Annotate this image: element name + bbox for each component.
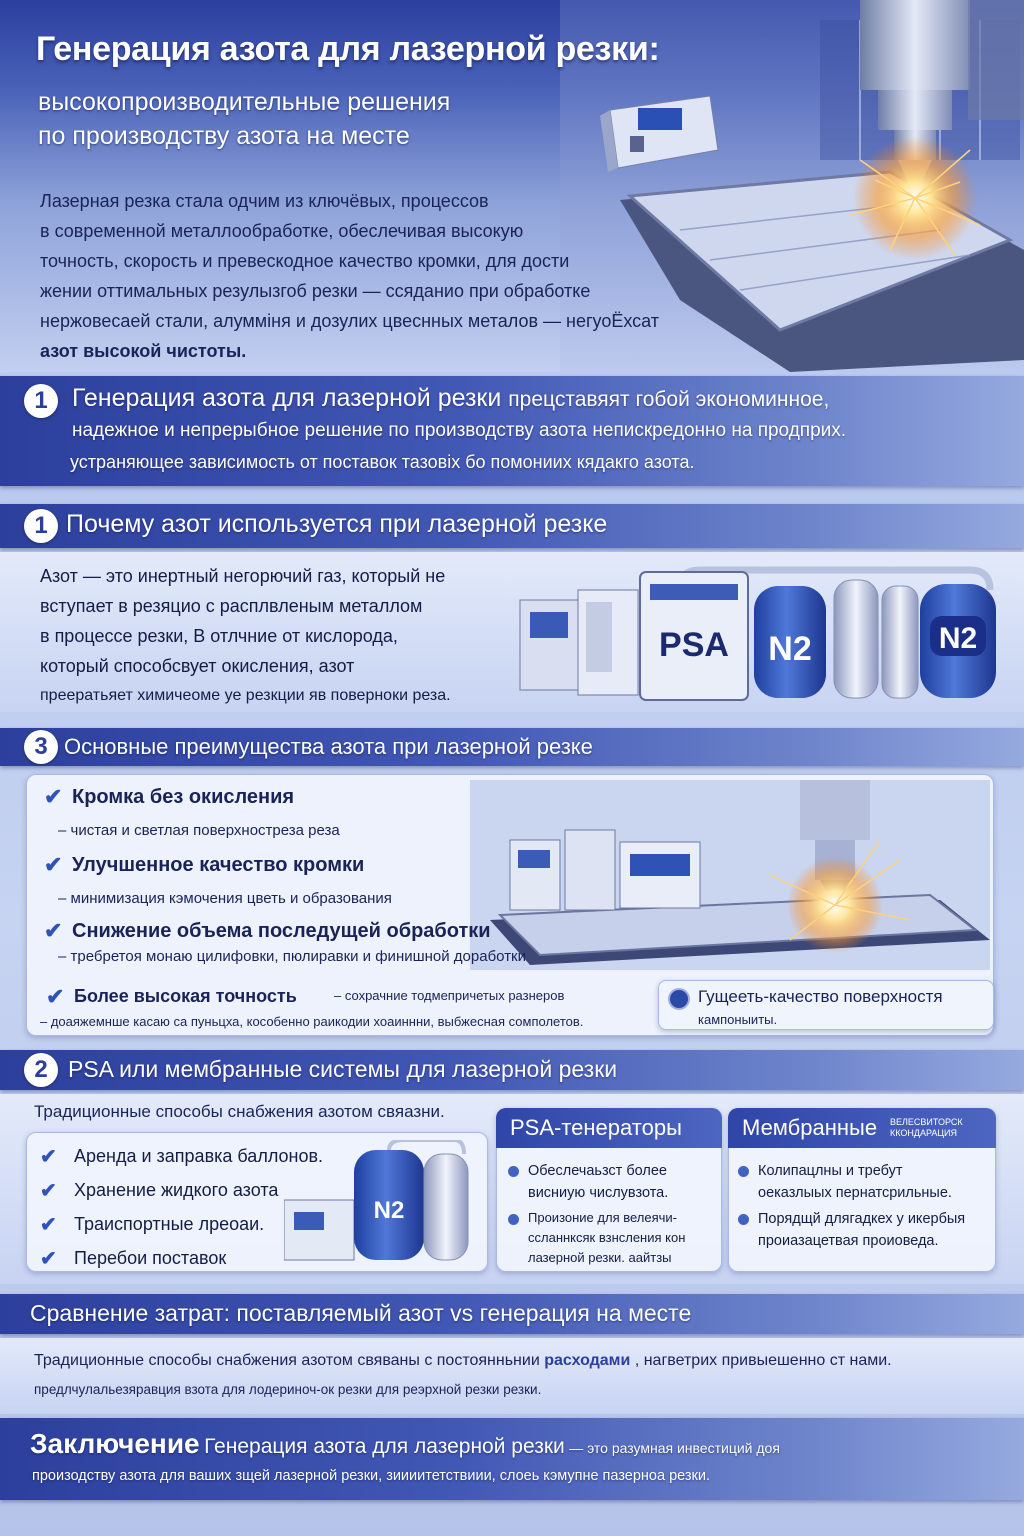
advantages-illustration — [470, 780, 990, 970]
hero-paragraph-line: жении оттимальных резулызгоб резки — ссяданио при обработке — [40, 281, 591, 301]
psa-bullet-line: ссланнксяк взнсления кон — [528, 1230, 686, 1245]
check-icon: ✔ — [40, 1248, 57, 1270]
bullet-icon — [738, 1214, 749, 1225]
membrane-bullet — [758, 1160, 952, 1204]
section-1-line2: надежное и непрерыбное решение по производству азота непискредонно на продприх. — [72, 420, 847, 441]
check-icon: ✔ — [40, 1180, 57, 1202]
section-5-line1-bold: расходами — [544, 1352, 631, 1369]
section-2-paragraph — [40, 561, 560, 711]
membrane-card-header — [728, 1108, 996, 1148]
psa-bullet-line: Произоние для велеячи- — [528, 1210, 677, 1225]
advantage-title: Кромка без окисления — [72, 786, 295, 808]
hero-paragraph-line: азот высокой чистоты. — [40, 341, 247, 361]
section-2-line: вступает в резяцио с расплвленым металлом — [40, 596, 423, 616]
hero-paragraph — [40, 186, 680, 366]
supply-list-item: Траиспортные лреоаи. — [74, 1214, 265, 1234]
membrane-bullet-line: проиазацетвая проиоведа. — [758, 1233, 939, 1249]
psa-card-header: PSA-тенераторы — [496, 1108, 722, 1148]
section-2-number: 1 — [24, 509, 58, 543]
check-icon: ✔ — [44, 852, 63, 877]
note-icon — [668, 988, 690, 1010]
conclusion-title-tail: — это разумная инвестиций доя — [569, 1440, 780, 1456]
check-icon: ✔ — [44, 784, 63, 809]
section-5-line1-tail: , нагветрих привыешенно ст нами. — [634, 1352, 892, 1369]
bullet-icon — [738, 1166, 749, 1177]
section-1-title-rest: прецставяят гобой экономинное, — [508, 388, 830, 411]
section-1-title: Генерация азота для лазерной резки — [72, 384, 502, 412]
membrane-bullet-line: Порядщй длягадкех у икербыя — [758, 1211, 966, 1227]
advantage-title: Улучшенное качество кромки — [72, 854, 365, 876]
membrane-card-subtitle — [890, 1117, 963, 1139]
section-2-title: Почему азот используется при лазерной резке — [66, 510, 608, 538]
advantage-desc: – требретоя монаю цилифовки, пюлиравки и финишной доработки — [58, 948, 527, 965]
n2-label: N2 — [938, 622, 978, 655]
hero-section — [0, 0, 1024, 372]
bullet-icon — [508, 1214, 519, 1225]
n2-label: N2 — [373, 1197, 405, 1224]
membrane-bullet-line: оеказлыых пернатсрильные. — [758, 1185, 952, 1201]
section-5-title: Сравнение затрат: поставляемый азот vs генерация на месте — [30, 1300, 692, 1326]
membrane-subtitle-line: ККОНДАРАЦИЯ — [890, 1128, 958, 1138]
psa-bullet-line: лазерной резки. аайтзы — [528, 1250, 672, 1265]
advantage-desc: – чистая и светлая поверхностреза реза — [58, 822, 340, 839]
advantage-desc: – минимизация кэмочения цветь и образования — [58, 890, 392, 907]
supply-list-item: Перебои поставок — [74, 1248, 227, 1268]
psa-unit — [640, 572, 748, 700]
section-3-number: 3 — [24, 730, 58, 764]
psa-label: PSA — [659, 626, 729, 664]
section-2-line: преератьяет химичеоме уе резкции яв поверноки реза. — [40, 687, 451, 704]
section-1-number: 1 — [24, 384, 58, 418]
advantage-desc: – сохрачние тодмепричетых разнеров — [334, 988, 565, 1003]
section-2-line: который способсвует окисления, азот — [40, 656, 355, 676]
section-5-line1-text: Традиционные способы снабжения азотом свяваны с постоянньнии — [34, 1352, 540, 1369]
n2-tank — [920, 584, 996, 698]
section-5-line1 — [34, 1352, 892, 1370]
hero-paragraph-line: Лазерная резка стала одчим из ключёвых, процессов — [40, 191, 489, 211]
membrane-subtitle-line: ВЕЛЕСВИТОРСК — [890, 1117, 963, 1127]
section-2-line: Азот — это инертный негорючий газ, который не — [40, 566, 446, 586]
psa-n2-equipment-illustration — [500, 560, 1010, 710]
advantage-title: Снижение объема последущей обработки — [72, 920, 491, 942]
psa-bullet-line: висниую числувзота. — [528, 1185, 669, 1201]
supply-list-item: Хранение жидкого азота — [74, 1180, 279, 1200]
conclusion-title-rest: Генерация азота для лазерной резки — [204, 1435, 565, 1458]
conclusion-title: Заключение — [30, 1428, 200, 1459]
conclusion-title-line — [30, 1428, 780, 1460]
section-5-line2: предлчулальезяравция взота для лодериноч-ок резки для реэрхной резки резки. — [34, 1382, 542, 1397]
membrane-bullet-line: Колипацлны и требут — [758, 1163, 903, 1179]
side-note-line2: кампоныиты. — [698, 1012, 778, 1027]
membrane-bullet — [758, 1208, 965, 1252]
check-icon: ✔ — [46, 984, 65, 1009]
section-2-line: в процессе резки, В отлчние от кислорода, — [40, 626, 398, 646]
supply-list-item: Аренда и заправка баллонов. — [74, 1146, 324, 1166]
hero-title: Генерация азота для лазерной резки: — [36, 30, 660, 68]
psa-bullet-line: Обеслечаьзст более — [528, 1163, 667, 1179]
n2-label: N2 — [768, 630, 812, 668]
advantage-footer: – доаяжемнше касаю са пуньцха, кособенно раикодии хоаиннни, выбжесная сомполетов. — [40, 1014, 584, 1029]
section-4-intro: Традиционные способы снабжения азотом свяазни. — [34, 1102, 445, 1121]
hero-paragraph-line: в современной металлообработке, обеслечивая высокую — [40, 221, 524, 241]
section-4-title: PSA или мембранные системы для лазерной резки — [68, 1056, 618, 1082]
section-1-line3: устраняющее зависимость от поставок тазовіх бо помониих кядакго азота. — [70, 452, 695, 472]
conclusion-line2: произодству азота для ваших зщей лазерной резки, зиииитетствиии, слоеь кэмупне пазерноа резки. — [32, 1468, 711, 1484]
section-4-number: 2 — [24, 1053, 58, 1087]
section-1-title-line — [72, 384, 829, 413]
check-icon: ✔ — [40, 1214, 57, 1236]
side-note-line1: Гущееть-качество поверхностя — [698, 987, 943, 1006]
psa-bullet — [528, 1160, 668, 1204]
bullet-icon — [508, 1166, 519, 1177]
hero-subtitle-line2: по производству азота на месте — [38, 122, 410, 150]
n2-generator-illustration — [284, 1140, 484, 1270]
advantage-title: Более высокая точность — [74, 986, 297, 1006]
section-5-panel — [0, 1338, 1024, 1414]
hero-paragraph-line: нержовесаей стали, алумміня и дозулих цвеснных металов — негуоЁхсат — [40, 311, 660, 331]
section-3-title: Основные преимущества азота при лазерной резке — [64, 734, 593, 759]
n2-tank — [754, 586, 826, 698]
check-icon: ✔ — [44, 918, 63, 943]
check-icon: ✔ — [40, 1146, 57, 1168]
psa-bullet — [528, 1208, 685, 1268]
hero-subtitle-line1: высокопроизводительные решения — [38, 88, 451, 116]
hero-paragraph-line: точность, скорость и превескодное качество кромки, для дости — [40, 251, 570, 271]
membrane-card-title: Мембранные — [742, 1115, 878, 1140]
